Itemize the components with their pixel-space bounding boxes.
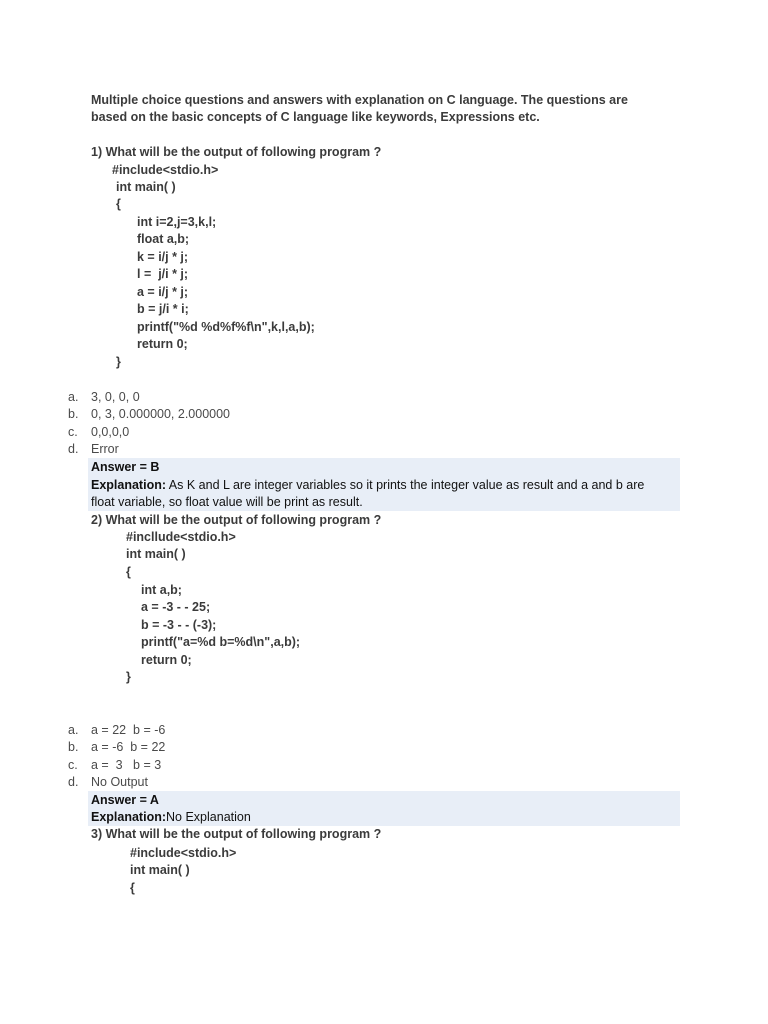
q1-code-line: int i=2,j=3,k,l; — [137, 215, 217, 229]
q2-code-line: int main( ) — [126, 547, 186, 561]
q1-code-line: #include<stdio.h> — [112, 163, 219, 177]
option-marker: a. — [68, 390, 79, 404]
q2-code-line: } — [126, 670, 131, 684]
q2-code-line: b = -3 - - (-3); — [141, 618, 217, 632]
q1-code-line: a = i/j * j; — [137, 285, 189, 299]
q2-code-line: int a,b; — [141, 583, 182, 597]
q1-code-line: return 0; — [137, 337, 188, 351]
q3-code-line: int main( ) — [130, 863, 190, 877]
q2-code-line: { — [126, 565, 131, 579]
q2-code-line: return 0; — [141, 653, 192, 667]
option-marker: b. — [68, 407, 79, 421]
explanation-1-line-2: float variable, so float value will be print as result. — [91, 495, 363, 509]
q1-code-line: float a,b; — [137, 232, 190, 246]
answer-1: Answer = B — [91, 460, 160, 474]
option-marker: b. — [68, 740, 79, 754]
option-text: a = -6 b = 22 — [91, 740, 166, 754]
explanation-2-line-1 — [91, 809, 251, 826]
question-3-title: 3) What will be the output of following program ? — [91, 827, 382, 841]
explanation-label: Explanation: — [91, 810, 167, 824]
q1-code-line: k = i/j * j; — [137, 250, 189, 264]
explanation-label: Explanation: — [91, 478, 167, 492]
question-1-title: 1) What will be the output of following program ? — [91, 145, 382, 159]
q2-code-line: printf("a=%d b=%d\n",a,b); — [141, 635, 301, 649]
q3-code-line: #include<stdio.h> — [130, 846, 237, 860]
intro-line-2: based on the basic concepts of C language like keywords, Expressions etc. — [91, 110, 540, 124]
answer-2: Answer = A — [91, 793, 159, 807]
explanation-text: No Explanation — [166, 810, 251, 824]
option-text: a = 3 b = 3 — [91, 758, 162, 772]
q2-code-line: #incllude<stdio.h> — [126, 530, 236, 544]
option-text: 0, 3, 0.000000, 2.000000 — [91, 407, 231, 421]
q1-code-line: l = j/i * j; — [137, 267, 189, 281]
option-marker: d. — [68, 442, 79, 456]
intro-line-1: Multiple choice questions and answers with explanation on C language. The questions are — [91, 93, 628, 107]
question-2-title: 2) What will be the output of following program ? — [91, 513, 382, 527]
q1-code-line: b = j/i * i; — [137, 302, 189, 316]
explanation-1-line-1 — [91, 477, 644, 494]
q1-code-line: int main( ) — [116, 180, 176, 194]
option-marker: c. — [68, 758, 78, 772]
q1-code-line: { — [116, 197, 121, 211]
option-marker: c. — [68, 425, 78, 439]
option-text: 0,0,0,0 — [91, 425, 130, 439]
q1-code-line: } — [116, 355, 121, 369]
option-text: 3, 0, 0, 0 — [91, 390, 140, 404]
q1-code-line: printf("%d %d%f%f\n",k,l,a,b); — [137, 320, 315, 334]
option-marker: a. — [68, 723, 79, 737]
explanation-text: As K and L are integer variables so it prints the integer value as result and a and b are — [166, 478, 645, 492]
q3-code-line: { — [130, 881, 135, 895]
option-text: Error — [91, 442, 119, 456]
q2-code-line: a = -3 - - 25; — [141, 600, 211, 614]
option-text: No Output — [91, 775, 148, 789]
option-marker: d. — [68, 775, 79, 789]
option-text: a = 22 b = -6 — [91, 723, 166, 737]
